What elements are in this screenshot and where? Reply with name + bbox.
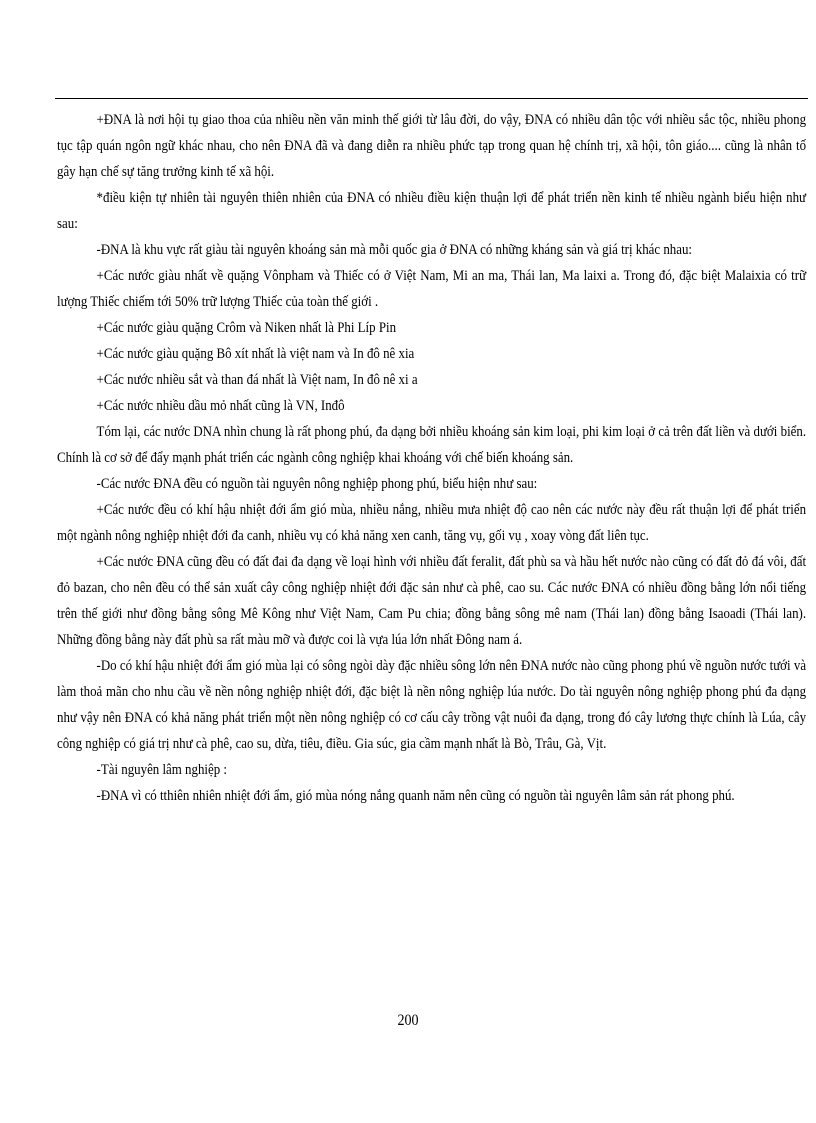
paragraph-water-agriculture: -Do có khí hậu nhiệt đới ẩm gió mùa lại có sông ngòi dày đặc nhiều sông lớn nên ĐNA nước nào cũng phong phú về nguồn nước tưới và làm thoả mãn cho nhu cầu về nền nông nghiệp nhiệt đới, đặc biệt là nền nông nghiệp lúa nước. Do tài nguyên nông nghiệp phong phú đa dạng như vậy nên ĐNA có khả năng phát triển một nền nông nghiệp có cơ cấu cây trồng vật nuôi đa dạng, trong đó cây lương thực chính là Lúa, cây công nghiệp có giá trị như cà phê, cao su, dừa, tiêu, điều. Gia súc, gia cầm mạnh nhất là Bò, Trâu, Gà, Vịt. [57,658,807,752]
paragraph-oil: +Các nước nhiều dầu mỏ nhất cũng là VN, Inđô [96,398,345,414]
paragraph-forestry-heading: -Tài nguyên lâm nghiệp : [96,762,227,778]
paragraph-bauxite: +Các nước giàu quặng Bô xít nhất là việt nam và In đô nê xia [96,346,415,362]
paragraph-natural-conditions: *điều kiện tự nhiên tài nguyên thiên nhiên của ĐNA có nhiều điều kiện thuận lợi để phát triển nền kinh tế nhiều ngành biểu hiện như sau: [57,190,807,232]
paragraph-cultural-diversity: +ĐNA là nơi hội tụ giao thoa của nhiều nền văn minh thế giới từ lâu đời, do vậy, ĐNA có nhiều dân tộc với nhiều sắc tộc, nhiều phong tục tập quán ngôn ngữ khác nhau, cho nên ĐNA đã và đang diễn ra nhiều phức tạp trong quan hệ chính trị, xã hội, tôn giáo.... cũng là nhân tố gây hạn chế sự tăng trưởng kinh tế xã hội. [57,112,807,180]
paragraph-soil-deltas: +Các nước ĐNA cũng đều có đất đai đa dạng về loại hình với nhiều đất feralit, đất phù sa và hầu hết nước nào cũng có đất đỏ đá vôi, đất đỏ bazan, cho nên đều có thể sản xuất cây công nghiệp nhiệt đới đặc sản như cà phê, cao su. Các nước ĐNA có nhiều đồng bằng lớn nổi tiếng trên thế giới như đồng bằng sông Mê Kông như Việt Nam, Cam Pu chia; đồng bằng sông mê nam (Thái lan) đồng bằng Isaoadi (Thái lan). Những đồng bằng này đất phù sa rất màu mỡ và được coi là vựa lúa lớn nhất Đông nam á. [57,554,807,648]
paragraph-forestry: -ĐNA vì có tthiên nhiên nhiệt đới ẩm, gió mùa nóng nắng quanh năm nên cũng có nguồn tài nguyên lâm sản rát phong phú. [96,788,735,804]
paragraph-climate: +Các nước đều có khí hậu nhiệt đới ẩm gió mùa, nhiều nắng, nhiều mưa nhiệt độ cao nên các nước này đều rất thuận lợi để phát triển một ngành nông nghiệp nhiệt đới đa canh, nhiều vụ có khả năng xen canh, tăng vụ, gối vụ , xoay vòng đất liên tục. [57,502,807,544]
body-text [57,107,807,809]
paragraph-mineral-resources: -ĐNA là khu vực rất giàu tài nguyên khoáng sản mà mỗi quốc gia ở ĐNA có những kháng sản và giá trị khác nhau: [96,242,693,258]
paragraph-iron-coal: +Các nước nhiều sắt và than đá nhất là Việt nam, In đô nê xi a [96,372,418,388]
paragraph-minerals-summary: Tóm lại, các nước DNA nhìn chung là rất phong phú, đa dạng bởi nhiều khoáng sản kim loại, phi kim loại ở cả trên đất liền và dưới biển. Chính là cơ sở để đẩy mạnh phát triển các ngành công nghiệp khai khoáng với chế biến khoáng sản. [57,424,807,466]
page-number: 200 [397,1012,419,1029]
paragraph-wolfram-tin: +Các nước giàu nhất về quặng Vônpham và Thiếc có ở Việt Nam, Mi an ma, Thái lan, Ma laixi a. Trong đó, đặc biệt Malaixia có trữ lượng Thiếc chiếm tới 50% trữ lượng Thiếc của toàn thế giới . [57,268,807,310]
header-rule [55,98,808,99]
paragraph-chromium-nickel: +Các nước giàu quặng Crôm và Niken nhất là Phi Líp Pin [96,320,397,336]
paragraph-agricultural-resources: -Các nước ĐNA đều có nguồn tài nguyên nông nghiệp phong phú, biểu hiện như sau: [96,476,538,492]
